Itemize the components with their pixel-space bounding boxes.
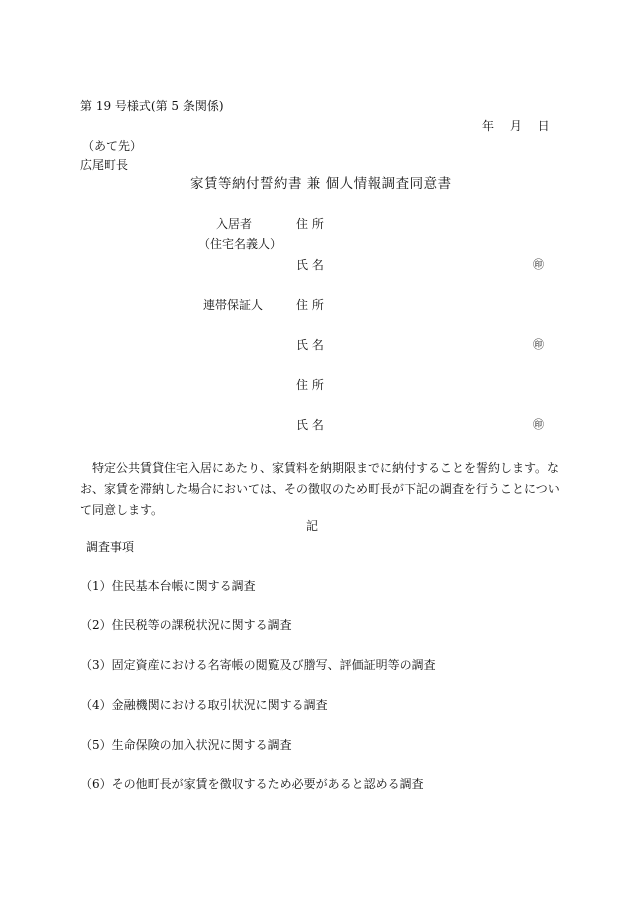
tenant-name-label: 氏 名 — [296, 258, 324, 272]
survey-item: （3）固定資産における名寄帳の閲覧及び謄写、評価証明等の調査 — [80, 658, 436, 672]
guarantor-role: 連帯保証人 — [203, 298, 264, 312]
guarantor2-seal-mark: ㊞ — [533, 418, 544, 431]
survey-heading: 調査事項 — [86, 540, 135, 554]
guarantor2-address-label: 住 所 — [296, 378, 324, 392]
survey-item: （2）住民税等の課税状況に関する調査 — [80, 618, 292, 632]
survey-item: （6）その他町長が家賃を徴収するため必要があると認める調査 — [80, 777, 424, 791]
date-line: 年 月 日 — [482, 119, 550, 133]
ki-heading: 記 — [306, 519, 319, 533]
guarantor2-name-label: 氏 名 — [296, 418, 324, 432]
tenant-seal-mark: ㊞ — [533, 258, 544, 271]
guarantor1-address-label: 住 所 — [296, 298, 324, 312]
survey-item: （1）住民基本台帳に関する調査 — [80, 579, 256, 593]
pledge-line: て同意します。 — [80, 503, 164, 517]
pledge-line: お、家賃を滞納した場合においては、その徴収のため町長が下記の調査を行うことについ — [80, 482, 560, 496]
pledge-line: 特定公共賃貸住宅入居にあたり、家賃料を納期限までに納付することを誓約します。な — [80, 461, 560, 475]
addressee-label: （あて先） — [82, 139, 143, 153]
addressee: 広尾町長 — [80, 158, 129, 172]
form-number: 第 19 号様式(第 5 条関係) — [80, 99, 224, 113]
document-title: 家賃等納付誓約書 兼 個人情報調査同意書 — [190, 176, 452, 192]
guarantor1-seal-mark: ㊞ — [533, 338, 544, 351]
survey-item: （5）生命保険の加入状況に関する調査 — [80, 738, 292, 752]
tenant-address-label: 住 所 — [296, 217, 324, 231]
tenant-role: 入居者 — [216, 217, 253, 231]
survey-item: （4）金融機関における取引状況に関する調査 — [80, 698, 328, 712]
guarantor1-name-label: 氏 名 — [296, 338, 324, 352]
pledge-paragraph — [80, 458, 560, 521]
tenant-role-sub: （住宅名義人） — [198, 237, 283, 251]
